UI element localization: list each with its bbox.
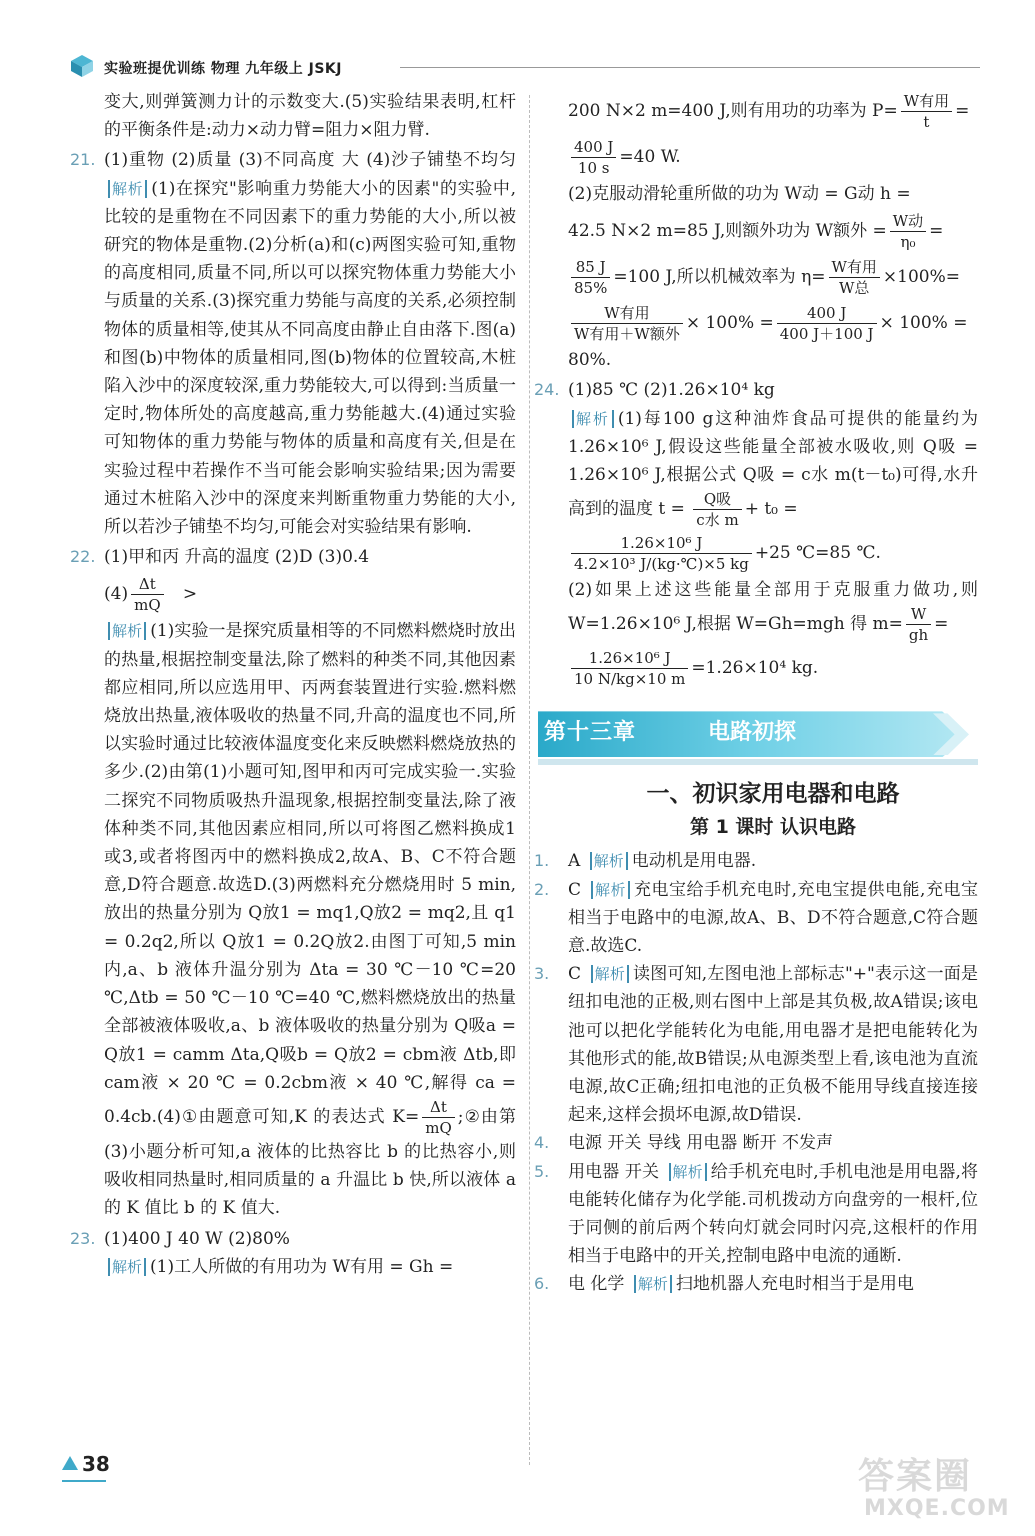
analysis-tag: 解析 bbox=[591, 965, 629, 983]
answer-24 bbox=[534, 376, 978, 404]
line-text: 42.5 N×2 m=85 J,则额外功为 W额外 = bbox=[568, 221, 887, 242]
analysis-tag: 解析 bbox=[634, 1275, 672, 1293]
analysis-text: (1)实验一是探究质量相等的不同燃料燃烧时放出的热量,根据控制变量法,除了燃料的种类不同,其他因素都应相同,所以应选用甲、丙两套装置进行实验.燃料燃烧放出热量,液体吸收的热量不同,升高的温度也不同,所以实验时通过比较液体温度变化来反映燃料燃烧放热的多少.(2)由第(1)小题可知,图甲和丙可完成实验一.实验二探究不同物质吸热升温现象,根据控制变量法,除了液体种类不同,其他因素应相同,所以可将图乙燃料换成1或3,或者将图丙中的燃料换成2,故A、B、C不符合题意,D符合题意.故选D.(3)两燃料充分燃烧用时 5 min,放出的热量分别为 Q放1 = mq1,Q放2 = mq2,且 q1 = 0.2q2,所以 Q放1 = 0.2Q放2.由图丁可知,5 min 内,a、b 液体升温分别为 Δta = 30 ℃－10 ℃=20 ℃,Δtb = 50 ℃－10 ℃=40 ℃,燃料燃烧放出的热量全部被液体吸收,a、b 液体吸收的热量分别为 Q吸a = Q放1 = camm Δta,Q吸b = Q放2 = cbm液 Δtb,即 cam液 × 20 ℃ = 0.2cbm液 × 40 ℃,解得 ca = 0.4cb.(4)①由题意可知,K 的表达式 K= bbox=[104, 621, 516, 1127]
analysis-tag: 解析 bbox=[669, 1163, 707, 1181]
fraction bbox=[131, 574, 164, 615]
answer-text: C bbox=[568, 879, 582, 900]
line-text: × 100% = bbox=[685, 313, 774, 334]
analysis-text: 给手机充电时,手机电池是用电器,将电能转化储存为化学能.司机拨动方向盘旁的一根杆,位于同侧的前后两个转向灯就会同时闪亮,这根杆的作用相当于电路中的开关,控制电路中电流的通断. bbox=[568, 1161, 978, 1267]
part-label: (4) bbox=[104, 584, 129, 605]
answer-22-part4 bbox=[104, 571, 516, 617]
line-text: (2)如果上述这些能量全部用于克服重力做功,则 W=1.26×10⁶ J,根据 W=Gh=mgh 得 m= bbox=[568, 580, 978, 635]
fraction bbox=[571, 257, 610, 298]
solution-line-2 bbox=[568, 134, 978, 180]
line-text: =40 W. bbox=[619, 147, 681, 167]
question-number: 2. bbox=[534, 879, 550, 899]
column-divider bbox=[529, 95, 530, 1465]
fraction bbox=[906, 604, 931, 645]
analysis-text: 充电宝给手机充电时,充电宝提供电能,充电宝相当于电路中的电源,故A、B、D不符合题意,C符合题意.故选C. bbox=[568, 879, 978, 957]
line-text: =1.26×10⁴ kg. bbox=[691, 658, 819, 679]
question-number: 22. bbox=[70, 547, 96, 567]
solution-line-6 bbox=[568, 300, 978, 346]
analysis-24-line bbox=[568, 530, 978, 576]
analysis-text: 扫地机器人充电时相当于是用电 bbox=[675, 1274, 914, 1295]
fraction-numerator: W有用 bbox=[829, 257, 880, 278]
question-number: 23. bbox=[70, 1228, 96, 1248]
analysis-text: (1)工人所做的有用功为 W有用 = Gh = bbox=[150, 1256, 454, 1277]
answer-text: (1)400 J 40 W (2)80% bbox=[104, 1228, 290, 1249]
answer-text: (1)甲和丙 升高的温度 (2)D (3)0.4 bbox=[104, 547, 370, 568]
fraction-numerator: W有用 bbox=[571, 303, 683, 324]
fraction-denominator: 400 J＋100 J bbox=[779, 325, 874, 344]
analysis-23 bbox=[104, 1253, 516, 1281]
solution-line-7: 80%. bbox=[568, 350, 612, 371]
left-column bbox=[70, 88, 516, 1281]
page-number bbox=[62, 1452, 110, 1476]
solution-line-3: (2)克服动滑轮重所做的功为 W动 = G动 h = bbox=[568, 184, 911, 204]
fraction bbox=[571, 533, 752, 574]
fraction-numerator: W动 bbox=[890, 211, 926, 232]
answer-2 bbox=[534, 876, 978, 961]
page-number-underline bbox=[62, 1480, 106, 1482]
chapter-banner bbox=[538, 705, 998, 767]
fraction-denominator: W有用＋W额外 bbox=[574, 325, 680, 344]
header-rule bbox=[400, 67, 980, 68]
answer-text: (1)85 ℃ (2)1.26×10⁴ kg bbox=[568, 380, 775, 401]
fraction-numerator: Δt bbox=[131, 574, 164, 595]
question-number: 24. bbox=[534, 380, 560, 400]
fraction-denominator: t bbox=[923, 113, 930, 131]
fraction-numerator: Q吸 bbox=[693, 489, 741, 510]
analysis-text: (1)在探究"影响重力势能大小的因素"的实验中,比较的是重物在不同因素下的重力势能的大小,所以被研究的物体是重物.(2)分析(a)和(c)两图实验可知,重物的高度相同,质量不同,所以可以探究物体重力势能大小与质量的关系.(3)探究重力势能与高度的关系,必须控制物体的质量相等,使其从不同高度由静止自由落下.图(a)和图(b)中物体的质量相同,图(b)物体的位置较高,木桩陷入沙中的深度较深,重力势能较大,可以得到:当质量一定时,物体所处的高度越高,重力势能越大.(4)通过实验可知物体的重力势能与物体的质量和高度有关,但是在实验过程中若操作不当可能会影响实验结果;因为需要通过木桩陷入沙中的深度来判断重物重力势能的大小,所以若沙子铺垫不均匀,可能会对实验结果有影响. bbox=[104, 178, 516, 538]
fraction bbox=[571, 137, 616, 178]
page-number-text: 38 bbox=[82, 1452, 110, 1476]
fraction-numerator: 85 J bbox=[571, 257, 610, 278]
solution-line-4 bbox=[568, 208, 978, 254]
fraction-denominator: mQ bbox=[425, 1118, 452, 1137]
fraction bbox=[571, 648, 688, 689]
line-text: = bbox=[955, 101, 970, 121]
right-column bbox=[534, 88, 978, 1299]
chapter-name: 电路初探 bbox=[708, 720, 797, 746]
fraction-denominator: 10 s bbox=[577, 159, 610, 177]
fraction-denominator: c水 m bbox=[696, 511, 739, 530]
line-text: 200 N×2 m=400 J,则有用功的功率为 P= bbox=[568, 101, 898, 121]
question-number: 21. bbox=[70, 150, 96, 170]
fraction-numerator: W有用 bbox=[901, 91, 952, 112]
question-number: 4. bbox=[534, 1133, 550, 1153]
analysis-24-part2 bbox=[568, 576, 978, 645]
answer-text: 电 化学 bbox=[568, 1274, 625, 1295]
line-text: × 100% = bbox=[879, 313, 968, 334]
banner-shadow bbox=[538, 759, 978, 765]
line-text: =100 J,所以机械效率为 η= bbox=[613, 267, 826, 288]
solution-line-1 bbox=[568, 88, 978, 134]
question-number: 5. bbox=[534, 1161, 550, 1181]
answer-text: (1)重物 (2)质量 (3)不同高度 大 (4)沙子铺垫不均匀 bbox=[104, 150, 516, 171]
fraction-denominator: W总 bbox=[839, 279, 870, 298]
fraction bbox=[890, 211, 926, 252]
answer-5 bbox=[534, 1158, 978, 1271]
analysis-24-result bbox=[568, 645, 978, 691]
answer-6 bbox=[534, 1270, 978, 1298]
answer-1 bbox=[534, 847, 978, 875]
answer-21 bbox=[70, 146, 516, 541]
analysis-text: 电动机是用电器. bbox=[631, 851, 757, 872]
watermark bbox=[858, 1448, 1010, 1528]
analysis-tag: 解析 bbox=[590, 852, 628, 870]
analysis-text-cont: ;②由第(3)小题分析可知,a 液体的比热容比 b 的比热容小,则吸收相同热量时,相同质量的 a 升温比 b 快,所以液体 a 的 K 值比 b 的 K 值大. bbox=[104, 1106, 516, 1219]
line-text: + t₀ = bbox=[744, 499, 798, 520]
question-number: 3. bbox=[534, 964, 550, 984]
question-number: 6. bbox=[534, 1274, 550, 1294]
answer-23 bbox=[70, 1225, 516, 1253]
watermark-logo-text: 答案圈 bbox=[858, 1456, 973, 1497]
answer-3 bbox=[534, 960, 978, 1129]
fraction-numerator: 1.26×10⁶ J bbox=[571, 648, 688, 669]
comparison-sign: > bbox=[182, 584, 198, 605]
fraction bbox=[571, 303, 683, 344]
analysis-tag: 解析 bbox=[108, 180, 147, 198]
fraction bbox=[829, 257, 880, 298]
answer-text: C bbox=[568, 964, 582, 985]
fraction-denominator: gh bbox=[908, 626, 929, 645]
fraction bbox=[901, 91, 952, 132]
analysis-tag: 解析 bbox=[108, 622, 146, 640]
analysis-22 bbox=[104, 617, 516, 1222]
continued-paragraph: 变大,则弹簧测力计的示数变大.(5)实验结果表明,杠杆的平衡条件是:动力×动力臂=阻力×阻力臂. bbox=[104, 92, 516, 141]
analysis-24 bbox=[568, 405, 978, 531]
fraction-denominator: 4.2×10³ J/(kg·℃)×5 kg bbox=[574, 555, 749, 574]
line-text: ×100%= bbox=[882, 267, 961, 288]
solution-line-5 bbox=[568, 254, 978, 300]
fraction-numerator: W bbox=[906, 604, 931, 625]
analysis-tag: 解析 bbox=[591, 881, 630, 899]
analysis-tag: 解析 bbox=[108, 1258, 146, 1276]
fraction-numerator: 400 J bbox=[571, 137, 616, 158]
answer-22 bbox=[70, 543, 516, 571]
header-title: 实验班提优训练 物理 九年级上 JSKJ bbox=[104, 61, 342, 77]
answer-text: 电源 开关 导线 用电器 断开 不发声 bbox=[568, 1133, 834, 1154]
fraction bbox=[422, 1097, 455, 1138]
fraction bbox=[777, 303, 877, 344]
analysis-text: (1)每100 g这种油炸食品可提供的能量约为 1.26×10⁶ J,假设这些能量全部被水吸收,则 Q吸 = 1.26×10⁶ J,根据公式 Q吸 = c水 m(t－t₀)可得,水升高到的温度 t = bbox=[568, 408, 978, 520]
page-triangle-icon bbox=[62, 1456, 78, 1470]
fraction-numerator: Δt bbox=[422, 1097, 455, 1118]
book-logo-icon bbox=[70, 54, 94, 78]
answer-text: 用电器 开关 bbox=[568, 1161, 660, 1182]
line-text: = bbox=[934, 614, 949, 635]
fraction-denominator: 10 N/kg×10 m bbox=[574, 670, 686, 689]
line-text: +25 ℃=85 ℃. bbox=[754, 543, 881, 564]
section-title: 一、初识家用电器和电路 bbox=[646, 781, 900, 808]
fraction bbox=[693, 489, 741, 530]
fraction-denominator: η₀ bbox=[900, 233, 916, 252]
fraction-denominator: mQ bbox=[134, 596, 161, 615]
fraction-numerator: 400 J bbox=[777, 303, 877, 324]
watermark-url-text: MXQE.COM bbox=[864, 1496, 1010, 1521]
question-number: 1. bbox=[534, 851, 550, 871]
section-subtitle: 第 1 课时 认识电路 bbox=[689, 816, 857, 839]
page-header bbox=[70, 52, 980, 80]
analysis-tag: 解析 bbox=[572, 410, 614, 428]
answer-text: A bbox=[568, 851, 581, 872]
chapter-number: 第十三章 bbox=[544, 720, 637, 746]
answer-4 bbox=[534, 1129, 978, 1157]
analysis-text: 读图可知,左图电池上部标志"+"表示这一面是纽扣电池的正极,则右图中上部是其负极,故A错误;该电池可以把化学能转化为电能,用电器才是把电能转化为其他形式的能,故B错误;从电源类型上看,该电池为直流电源,故C正确;纽扣电池的正负极不能用导线直接连接起来,这样会损坏电源,故D错误. bbox=[568, 964, 978, 1126]
fraction-numerator: 1.26×10⁶ J bbox=[571, 533, 752, 554]
line-text: = bbox=[929, 221, 944, 242]
fraction-denominator: 85% bbox=[574, 279, 608, 298]
